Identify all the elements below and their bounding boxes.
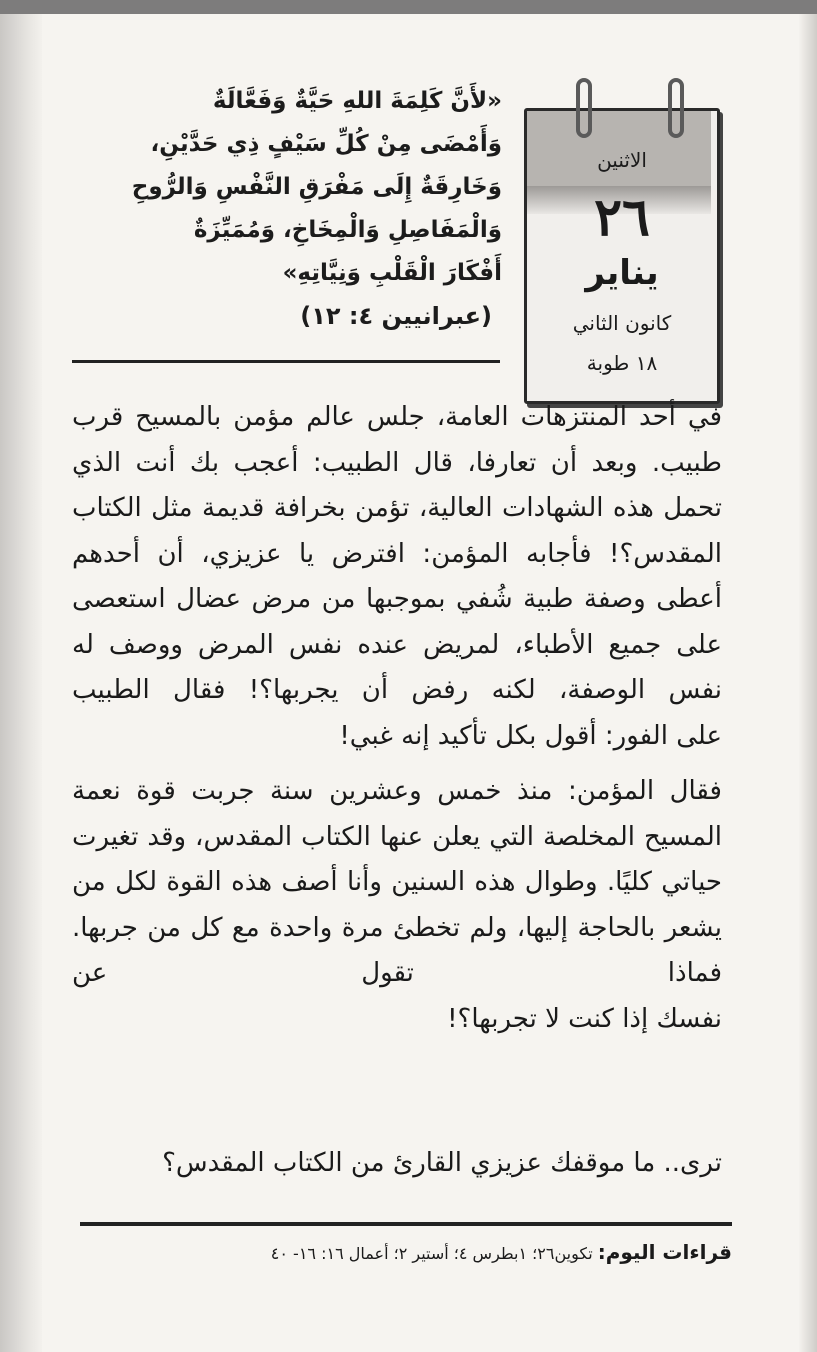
page-edge-top xyxy=(0,0,817,14)
verse-line: «لأَنَّ كَلِمَةَ اللهِ حَيَّةٌ وَفَعَّالَةٌ xyxy=(212,88,502,114)
footer-divider xyxy=(80,1222,732,1226)
closing-question: ترى.. ما موقفك عزيزي القارئ من الكتاب المقدس؟ xyxy=(162,1148,722,1178)
verse-reference: (عبرانيين ٤: ١٢) xyxy=(300,302,492,330)
daily-readings xyxy=(80,1238,732,1268)
verse-line: وَالْمَفَاصِلِ وَالْمِخَاخِ، وَمُمَيِّزَةٌ xyxy=(193,217,502,243)
page-gutter xyxy=(0,14,42,1352)
story-paragraph-text: في أحد المنتزهات العامة، جلس عالم مؤمن بالمسيح قرب طبيب. وبعد أن تعارفا، قال الطبيب: أعجب بك أنت الذي تحمل هذه الشهادات العالية، تؤمن بخرافة قديمة مثل الكتاب المقدس؟! فأجابه المؤمن: افترض يا عزيزي، أن أحدهم أعطى وصفة طبية شُفي بموجبها من مرض عضال استعصى على جميع الأطباء، لمريض عنده نفس المرض ووصف له نفس الوصفة، لكنه رفض أن يجربها؟! فقال الطبيب xyxy=(72,402,722,705)
calendar-ring-icon xyxy=(576,78,592,138)
story-body xyxy=(72,395,722,1042)
verse-line: أَفْكَارَ الْقَلْبِ وَنِيَّاتِهِ» xyxy=(282,260,502,286)
calendar-day-number: ٢٦ xyxy=(594,187,650,248)
readings-label: قراءات اليوم: xyxy=(597,1240,732,1264)
calendar-ring-icon xyxy=(668,78,684,138)
story-paragraph xyxy=(72,395,722,714)
story-paragraph-end xyxy=(72,714,722,760)
calendar-month: يناير xyxy=(585,253,659,293)
quote-divider xyxy=(72,360,500,363)
verse-line: وَخَارِقَةٌ إِلَى مَفْرَقِ النَّفْسِ وَالرُّوحِ xyxy=(131,174,502,200)
story-paragraph-end xyxy=(72,997,722,1043)
calendar-coptic-date: ١٨ طوبة xyxy=(586,351,658,375)
story-paragraph-text: على الفور: أقول بكل تأكيد إنه غبي! xyxy=(339,720,722,751)
page-edge-right xyxy=(799,14,817,1352)
readings-text: تكوين٢٦؛ ١بطرس ٤؛ أستير ٢؛ أعمال ١٦: ١٦- ٤٠ xyxy=(270,1244,593,1263)
verse-line: وَأَمْضَى مِنْ كُلِّ سَيْفٍ ذِي حَدَّيْنِ، xyxy=(150,131,502,157)
verse-quote xyxy=(72,80,502,338)
story-paragraph-text: فقال المؤمن: منذ خمس وعشرين سنة جربت قوة نعمة المسيح المخلصة التي يعلن عنها الكتاب المقدس، وقد تغيرت حياتي كليًا. وطوال هذه السنين وأنا أصف هذه القوة لكل من يشعر بالحاجة إليها، ولم تخطئ مرة واحدة مع كل من جربها. فماذا تقول عن xyxy=(72,776,722,988)
calendar-day-name: الاثنين xyxy=(597,148,647,172)
calendar-syriac-month: كانون الثاني xyxy=(572,311,672,335)
story-paragraph-text: نفسك إذا كنت لا تجربها؟! xyxy=(447,1003,722,1034)
calendar-widget xyxy=(524,108,720,404)
story-paragraph xyxy=(72,769,722,997)
